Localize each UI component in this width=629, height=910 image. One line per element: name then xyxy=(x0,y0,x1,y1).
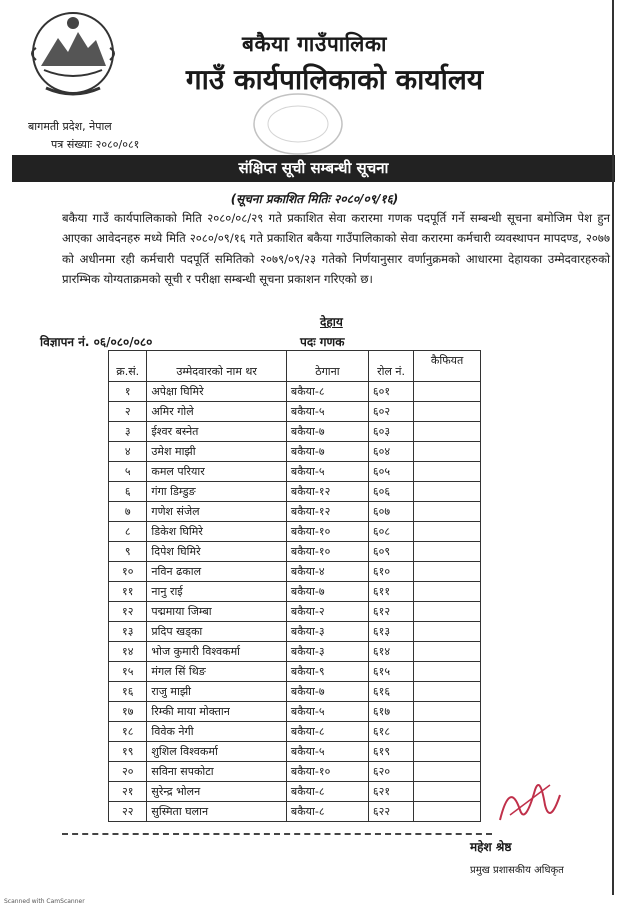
cell-name: रिम्की माया मोक्तान xyxy=(147,702,287,722)
cell-address: बकैया-५ xyxy=(286,462,368,482)
cell-roll: ६०९ xyxy=(368,542,413,562)
table-row xyxy=(109,502,481,522)
cell-name: अपेक्षा घिमिरे xyxy=(147,382,287,402)
signer-title: प्रमुख प्रशासकीय अधिकृत xyxy=(470,865,564,876)
signer-name: महेश श्रेष्ठ xyxy=(470,840,512,854)
cell-remarks xyxy=(414,722,481,742)
cell-remarks xyxy=(414,782,481,802)
cell-remarks xyxy=(414,522,481,542)
table-row xyxy=(109,622,481,642)
cell-roll: ६२२ xyxy=(368,802,413,822)
cell-address: बकैया-५ xyxy=(286,742,368,762)
cell-name: ईश्वर बस्नेत xyxy=(147,422,287,442)
cell-roll: ६१८ xyxy=(368,722,413,742)
candidate-table xyxy=(108,350,481,822)
cell-roll: ६१३ xyxy=(368,622,413,642)
cell-address: बकैया-९ xyxy=(286,662,368,682)
cell-sn: २२ xyxy=(109,802,147,822)
cell-remarks xyxy=(414,382,481,402)
municipality-name: बकैया गाउँपालिका xyxy=(242,32,387,56)
table-row xyxy=(109,462,481,482)
cell-name: नविन ढकाल xyxy=(147,562,287,582)
cell-remarks xyxy=(414,702,481,722)
cell-address: बकैया-१० xyxy=(286,522,368,542)
table-row xyxy=(109,582,481,602)
letter-number: पत्र संख्याः २०८०/०८१ xyxy=(51,138,140,151)
table-row xyxy=(109,422,481,442)
published-date: (सूचना प्रकाशित मितिः २०८०/०९/१६) xyxy=(230,192,399,206)
table-row xyxy=(109,442,481,462)
table-row xyxy=(109,522,481,542)
cell-address: बकैया-३ xyxy=(286,622,368,642)
cell-sn: ३ xyxy=(109,422,147,442)
advertisement-number: विज्ञापन नं. ०६/०८०/०८० xyxy=(40,335,153,349)
cell-roll: ६०३ xyxy=(368,422,413,442)
cell-address: बकैया-८ xyxy=(286,802,368,822)
cell-roll: ६०८ xyxy=(368,522,413,542)
cell-address: बकैया-८ xyxy=(286,722,368,742)
table-row xyxy=(109,722,481,742)
cell-remarks xyxy=(414,502,481,522)
table-row xyxy=(109,642,481,662)
table-row xyxy=(109,702,481,722)
scanner-watermark: Scanned with CamScanner xyxy=(4,898,85,905)
cell-address: बकैया-४ xyxy=(286,562,368,582)
cell-remarks xyxy=(414,762,481,782)
cell-name: दिपेश घिमिरे xyxy=(147,542,287,562)
cell-remarks xyxy=(414,442,481,462)
cell-name: डिकेश घिमिरे xyxy=(147,522,287,542)
table-header-row xyxy=(109,351,481,382)
header-sn: क्र.सं. xyxy=(109,351,147,382)
cell-sn: २० xyxy=(109,762,147,782)
table-row xyxy=(109,382,481,402)
header-remarks: कैफियत xyxy=(414,351,481,382)
cell-remarks xyxy=(414,802,481,822)
cell-address: बकैया-१२ xyxy=(286,502,368,522)
cell-address: बकैया-३ xyxy=(286,642,368,662)
header-name: उम्मेदवारको नाम थर xyxy=(147,351,287,382)
cell-sn: १४ xyxy=(109,642,147,662)
cell-sn: ९ xyxy=(109,542,147,562)
cell-name: विवेक नेगी xyxy=(147,722,287,742)
cell-sn: २१ xyxy=(109,782,147,802)
cell-remarks xyxy=(414,482,481,502)
table-row xyxy=(109,542,481,562)
cell-roll: ६१९ xyxy=(368,742,413,762)
cell-roll: ६१२ xyxy=(368,602,413,622)
cell-name: गंगा डिम्डुङ xyxy=(147,482,287,502)
cell-sn: १८ xyxy=(109,722,147,742)
cell-name: गणेश संजेल xyxy=(147,502,287,522)
table-row xyxy=(109,762,481,782)
cell-sn: १ xyxy=(109,382,147,402)
cell-remarks xyxy=(414,422,481,442)
dashed-divider xyxy=(62,833,492,835)
header-address: ठेगाना xyxy=(286,351,368,382)
cell-roll: ६०७ xyxy=(368,502,413,522)
cell-address: बकैया-८ xyxy=(286,782,368,802)
cell-address: बकैया-२ xyxy=(286,602,368,622)
cell-sn: १३ xyxy=(109,622,147,642)
cell-sn: १६ xyxy=(109,682,147,702)
cell-roll: ६०१ xyxy=(368,382,413,402)
table-row xyxy=(109,782,481,802)
cell-remarks xyxy=(414,542,481,562)
cell-remarks xyxy=(414,642,481,662)
cell-sn: १५ xyxy=(109,662,147,682)
cell-remarks xyxy=(414,742,481,762)
cell-roll: ६२१ xyxy=(368,782,413,802)
table-row xyxy=(109,802,481,822)
cell-name: शुशिल विश्वकर्मा xyxy=(147,742,287,762)
table-row xyxy=(109,602,481,622)
cell-remarks xyxy=(414,582,481,602)
cell-address: बकैया-७ xyxy=(286,582,368,602)
cell-address: बकैया-१० xyxy=(286,762,368,782)
cell-roll: ६०५ xyxy=(368,462,413,482)
cell-roll: ६१५ xyxy=(368,662,413,682)
cell-sn: ११ xyxy=(109,582,147,602)
cell-name: प्रदिप खड्का xyxy=(147,622,287,642)
cell-address: बकैया-५ xyxy=(286,702,368,722)
table-row xyxy=(109,682,481,702)
table-row xyxy=(109,742,481,762)
signature-icon xyxy=(490,770,570,834)
cell-address: बकैया-७ xyxy=(286,442,368,462)
cell-roll: ६०२ xyxy=(368,402,413,422)
cell-sn: ६ xyxy=(109,482,147,502)
cell-name: भोज कुमारी विश्वकर्मा xyxy=(147,642,287,662)
table-row xyxy=(109,482,481,502)
cell-name: सुरेन्द्र भोलन xyxy=(147,782,287,802)
cell-name: उमेश माझी xyxy=(147,442,287,462)
office-stamp-icon xyxy=(238,86,378,160)
cell-remarks xyxy=(414,662,481,682)
cell-sn: १९ xyxy=(109,742,147,762)
cell-name: पद्ममाया जिम्बा xyxy=(147,602,287,622)
cell-roll: ६२० xyxy=(368,762,413,782)
cell-roll: ६१७ xyxy=(368,702,413,722)
annex-heading: देहाय xyxy=(320,315,343,329)
cell-address: बकैया-५ xyxy=(286,402,368,422)
cell-roll: ६०४ xyxy=(368,442,413,462)
cell-address: बकैया-८ xyxy=(286,382,368,402)
cell-remarks xyxy=(414,562,481,582)
cell-name: सुस्मिता घलान xyxy=(147,802,287,822)
cell-sn: १२ xyxy=(109,602,147,622)
cell-sn: १७ xyxy=(109,702,147,722)
province-text: बागमती प्रदेश, नेपाल xyxy=(28,120,112,133)
cell-sn: ८ xyxy=(109,522,147,542)
office-title: गाउँ कार्यपालिकाको कार्यालय xyxy=(185,63,484,96)
cell-name: राजु माझी xyxy=(147,682,287,702)
header-roll: रोल नं. xyxy=(368,351,413,382)
cell-address: बकैया-१२ xyxy=(286,482,368,502)
table-row xyxy=(109,562,481,582)
cell-sn: ७ xyxy=(109,502,147,522)
cell-remarks xyxy=(414,682,481,702)
cell-remarks xyxy=(414,622,481,642)
cell-roll: ६११ xyxy=(368,582,413,602)
cell-remarks xyxy=(414,602,481,622)
cell-sn: ४ xyxy=(109,442,147,462)
cell-name: सविना सपकोटा xyxy=(147,762,287,782)
cell-name: कमल परियार xyxy=(147,462,287,482)
notice-banner: संक्षिप्त सूची सम्बन्धी सूचना xyxy=(12,155,615,182)
cell-remarks xyxy=(414,462,481,482)
table-row xyxy=(109,662,481,682)
page-edge-line xyxy=(612,0,614,895)
cell-name: मंगल सिं थिङ xyxy=(147,662,287,682)
table-row xyxy=(109,402,481,422)
post-name: पदः गणक xyxy=(300,335,345,349)
cell-roll: ६१४ xyxy=(368,642,413,662)
cell-roll: ६१० xyxy=(368,562,413,582)
cell-address: बकैया-७ xyxy=(286,682,368,702)
cell-sn: ५ xyxy=(109,462,147,482)
cell-name: अमिर गोले xyxy=(147,402,287,422)
notice-body: बकैया गाउँ कार्यपालिकाको मिति २०८०/०८/२९ गते प्रकाशित सेवा करारमा गणक पदपूर्ति गर्ने सम्बन्धी सूचना बमोजिम पेश हुन आएका आवेदनहरु मध्ये मिति २०८०/०९/१६ गते प्रकाशित बकैया गाउँपालिकाको सेवा करारमा कर्मचारी व्यवस्थापन मापदण्ड, २०७७ को अधीनमा रही कर्मचारी पदपूर्ति समितिको २०७९/०९/२३ गतेको निर्णयानुसार वर्णानुक्रमको आधारमा देहायका उम्मेदवारहरुको प्रारम्भिक योग्यताक्रमको सूची र परीक्षा सम्बन्धी सूचना प्रकाशन गरिएको छ। xyxy=(62,211,610,286)
cell-sn: १० xyxy=(109,562,147,582)
cell-sn: २ xyxy=(109,402,147,422)
cell-address: बकैया-१० xyxy=(286,542,368,562)
cell-name: नानु राई xyxy=(147,582,287,602)
cell-roll: ६०६ xyxy=(368,482,413,502)
cell-remarks xyxy=(414,402,481,422)
cell-address: बकैया-७ xyxy=(286,422,368,442)
cell-roll: ६१६ xyxy=(368,682,413,702)
